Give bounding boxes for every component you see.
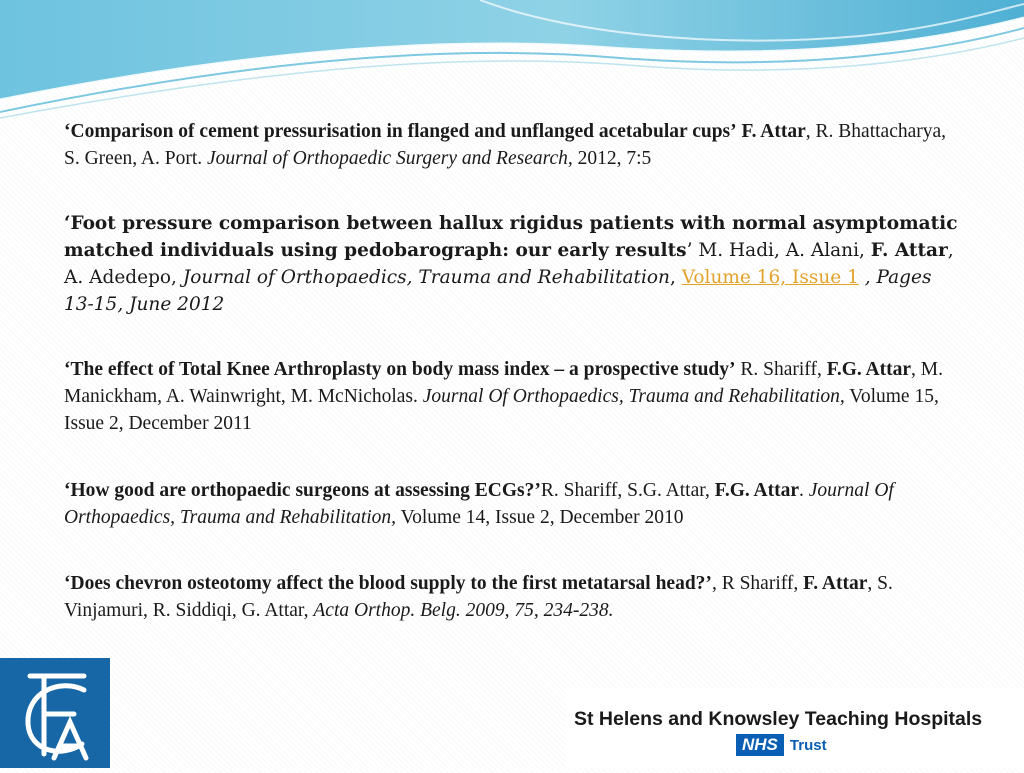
reference-2 bbox=[64, 210, 964, 318]
journal-name: Acta Orthop. Belg. 2009, 75, 234-238. bbox=[313, 600, 614, 621]
authors: , R Shariff, bbox=[711, 573, 804, 594]
journal-name: Journal of Orthopaedics, Trauma and Rehabilitation bbox=[182, 267, 670, 288]
publication-details: Volume 15, Issue 2, December 2011 bbox=[64, 386, 939, 434]
journal-name: Journal Of Orthopaedics, Trauma and Rehabilitation, bbox=[64, 480, 894, 528]
separator: , bbox=[669, 267, 682, 288]
author-highlight: F.G. Attar bbox=[714, 480, 800, 501]
nhs-badge: NHS bbox=[736, 734, 784, 756]
reference-5 bbox=[64, 570, 964, 624]
author-highlight: F. Attar bbox=[741, 121, 806, 142]
reference-title: ‘Foot pressure comparison between hallux rigidus patients with normal asymptomatic matched individuals using pedobarograph: our early results bbox=[64, 213, 958, 261]
journal-name: Journal Of Orthopaedics, Trauma and Rehabilitation, bbox=[422, 386, 845, 407]
publication-details: 2012, 7:5 bbox=[572, 148, 652, 169]
publication-details: Volume 14, Issue 2, December 2010 bbox=[396, 507, 684, 528]
nhs-trust-row bbox=[736, 734, 827, 756]
authors: R. Shariff, bbox=[735, 359, 827, 380]
hospital-name: St Helens and Knowsley Teaching Hospitals bbox=[574, 708, 983, 730]
authors: . bbox=[799, 480, 809, 501]
reference-title: ‘Comparison of cement pressurisation in flanged and unflanged acetabular cups’ bbox=[64, 121, 737, 142]
author-highlight: F.G. Attar bbox=[826, 359, 912, 380]
volume-link[interactable]: Volume 16, Issue 1 bbox=[681, 267, 859, 288]
title-close-quote: ’ bbox=[686, 240, 693, 261]
nhs-trust-label: Trust bbox=[789, 736, 827, 754]
reference-3 bbox=[64, 356, 964, 437]
reference-title: ‘How good are orthopaedic surgeons at assessing ECGs?’ bbox=[64, 480, 541, 501]
reference-1 bbox=[64, 118, 964, 172]
reference-title: ‘The effect of Total Knee Arthroplasty on body mass index – a prospective study’ bbox=[64, 359, 736, 380]
reference-title: ‘Does chevron osteotomy affect the blood supply to the first metatarsal head?’ bbox=[64, 573, 712, 594]
authors: , A. Adedepo, bbox=[64, 240, 954, 288]
author-highlight: F. Attar bbox=[803, 573, 868, 594]
authors: , M. Manickham, A. Wainwright, M. McNicholas. bbox=[64, 359, 943, 407]
fca-monogram-icon bbox=[0, 658, 110, 768]
journal-name: Journal of Orthopaedic Surgery and Research, bbox=[207, 148, 573, 169]
reference-4 bbox=[64, 477, 964, 531]
authors: R. Shariff, S.G. Attar, bbox=[540, 480, 715, 501]
header-wave-decoration bbox=[0, 0, 1024, 125]
authors: , R. Bhattacharya, S. Green, A. Port. bbox=[64, 121, 947, 169]
fca-monogram-logo bbox=[0, 658, 110, 768]
publication-details: , Pages 13-15, June 2012 bbox=[64, 267, 932, 315]
authors: M. Hadi, A. Alani, bbox=[692, 240, 871, 261]
hospital-trust-logo bbox=[566, 688, 1024, 768]
author-highlight: F. Attar bbox=[870, 240, 948, 261]
authors: , S. Vinjamuri, R. Siddiqi, G. Attar, bbox=[64, 573, 893, 621]
